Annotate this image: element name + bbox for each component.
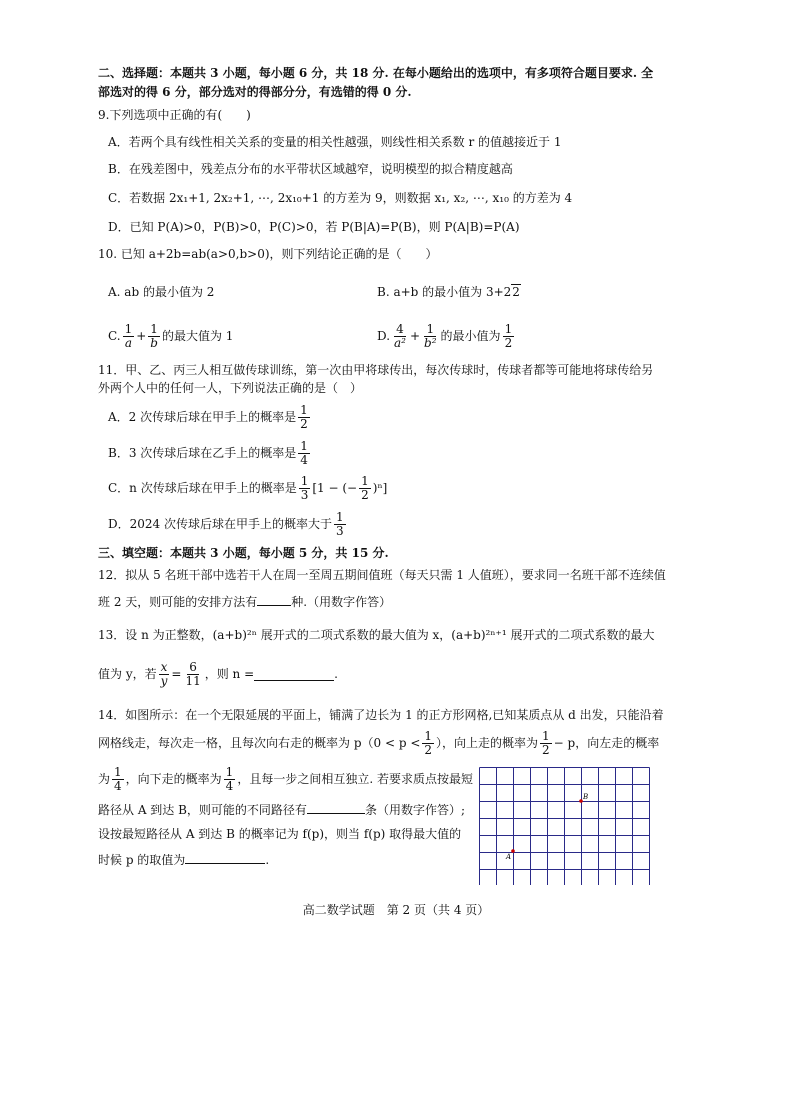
q9-option-a: A．若两个具有线性相关关系的变量的相关性越强，则线性相关系数 r 的值越接近于 1 xyxy=(108,135,562,149)
denominator: y xyxy=(160,673,168,688)
q14-line4 xyxy=(98,801,465,818)
numerator: x xyxy=(160,659,168,674)
q12-text: 班 2 天，则可能的安排方法有 xyxy=(98,595,258,609)
answer-blank[interactable] xyxy=(185,851,265,864)
q14-text-tail: − p，向左走的概率 xyxy=(553,736,660,750)
plus-sign: + xyxy=(136,329,147,343)
denominator: b² xyxy=(424,335,437,350)
numerator: 1 xyxy=(124,321,133,336)
label-b: B xyxy=(583,793,589,801)
section-2-header-line1: 二、选择题：本题共 3 小题，每小题 6 分，共 18 分. 在每小题给出的选项中，有多项符合题目要求. 全 xyxy=(98,66,654,80)
q14-line3 xyxy=(98,762,473,796)
q11-c-text: C．n 次传球后球在甲手上的概率是 xyxy=(108,481,297,495)
q14-text-tail: . xyxy=(265,853,270,867)
fraction xyxy=(540,730,552,757)
q10-c-text: 的最大值为 1 xyxy=(161,329,234,343)
fraction xyxy=(334,511,346,538)
q14-text-tail: ，且每一步之间相互独立. 若要求质点按最短 xyxy=(237,772,473,786)
fraction xyxy=(298,440,310,467)
numerator: 1 xyxy=(426,321,435,336)
plus-sign: + xyxy=(409,329,421,343)
fraction xyxy=(112,766,124,793)
fraction xyxy=(503,323,515,350)
fraction xyxy=(359,475,371,502)
answer-blank[interactable] xyxy=(307,801,365,814)
q14-text-mid: ，向下走的概率为 xyxy=(125,772,222,786)
q12-line1: 12．拟从 5 名班干部中选若干人在周一至周五期间值班（每天只需 1 人值班），要求同一名班干部不连续值 xyxy=(98,568,666,582)
numerator: 1 xyxy=(300,473,309,488)
q14-text: 时候 p 的取值为 xyxy=(98,853,186,867)
numerator: 1 xyxy=(361,473,369,488)
q11-stem-line1: 11．甲、乙、丙三人相互做传球训练，第一次由甲将球传出，每次传球时，传球者都等可能地将球传给另 xyxy=(98,363,654,377)
denominator: a xyxy=(124,335,132,350)
section-3-header: 三、填空题：本题共 3 小题，每小题 5 分，共 15 分. xyxy=(98,546,389,560)
q14-line5: 设按最短路径从 A 到达 B 的概率记为 f(p)，则当 f(p) 取得最大值的 xyxy=(98,827,462,841)
q10-d-label: D. xyxy=(377,329,391,343)
fraction xyxy=(299,475,311,502)
denominator: 2 xyxy=(361,487,369,502)
fraction xyxy=(392,323,408,350)
denominator: 4 xyxy=(225,778,234,793)
q11-option-c xyxy=(108,471,387,505)
fraction xyxy=(123,323,135,350)
q11-c-bracket: [1 − (− xyxy=(312,481,358,495)
q10-option-b xyxy=(377,284,521,300)
numerator: 1 xyxy=(300,402,308,417)
q11-option-d xyxy=(108,507,348,541)
q9-option-d: D．已知 P(A)>0，P(B)>0，P(C)>0，若 P(B|A)=P(B)，则 P(A|B)=P(A) xyxy=(108,220,520,234)
denominator: 4 xyxy=(114,778,122,793)
q13-text-mid: ，则 n = xyxy=(204,667,255,681)
denominator: b xyxy=(150,335,158,350)
fraction xyxy=(422,730,434,757)
denominator: 4 xyxy=(300,452,308,467)
numerator: 1 xyxy=(504,321,513,336)
q10-option-d xyxy=(377,318,516,354)
answer-blank[interactable] xyxy=(257,593,291,606)
numerator: 4 xyxy=(396,321,404,336)
q10-option-a: A. ab 的最小值为 2 xyxy=(108,285,215,299)
sqrt-radicand: 2 xyxy=(512,285,520,299)
fraction xyxy=(422,323,439,350)
q14-text: 网格线走，每次走一格，且每次向右走的概率为 p（0 < p < xyxy=(98,736,421,750)
denominator: 2 xyxy=(300,416,308,431)
q9-option-b: B．在残差图中，残差点分布的水平带状区域越窄，说明模型的拟合精度越高 xyxy=(108,162,513,176)
numerator: 1 xyxy=(335,509,344,524)
q11-c-bracket-close: )ⁿ] xyxy=(372,481,388,495)
point-a xyxy=(511,849,515,853)
numerator: 6 xyxy=(189,659,197,674)
fraction xyxy=(183,661,202,688)
q10-option-b-text: B. a+b 的最小值为 3+2 xyxy=(377,285,512,299)
denominator: a² xyxy=(394,335,406,350)
q11-a-text: A．2 次传球后球在甲手上的概率是 xyxy=(108,410,297,424)
fraction xyxy=(298,404,310,431)
numerator: 1 xyxy=(424,728,433,743)
numerator: 1 xyxy=(542,728,550,743)
numerator: 1 xyxy=(225,764,234,779)
q13-line2 xyxy=(98,656,338,692)
numerator: 1 xyxy=(150,321,158,336)
fraction xyxy=(148,323,160,350)
section-2-header-line2: 部选对的得 6 分，部分选对的得部分分，有选错的得 0 分. xyxy=(98,85,412,99)
answer-blank[interactable] xyxy=(254,668,334,681)
numerator: 1 xyxy=(114,764,122,779)
q10-stem: 10. 已知 a+2b=ab(a>0,b>0)，则下列结论正确的是（ ） xyxy=(98,247,438,261)
denominator: 2 xyxy=(542,742,550,757)
q14-line6 xyxy=(98,851,269,868)
q9-option-c: C．若数据 2x₁+1, 2x₂+1, ⋯, 2x₁₀+1 的方差为 9，则数据 x₁, x₂, ⋯, x₁₀ 的方差为 4 xyxy=(108,191,573,205)
q11-option-b xyxy=(108,436,312,470)
q12-text-tail: 种.（用数字作答） xyxy=(291,595,392,609)
q10-d-text: 的最小值为 xyxy=(440,329,501,343)
denominator: 3 xyxy=(300,487,309,502)
q13-text: 值为 y，若 xyxy=(98,667,157,681)
grid-lines xyxy=(480,768,650,886)
q14-text-mid: ），向上走的概率为 xyxy=(436,736,539,750)
q10-option-c xyxy=(108,318,233,354)
denominator: 2 xyxy=(504,335,513,350)
grid-figure xyxy=(479,767,651,885)
fraction xyxy=(224,766,236,793)
denominator: 2 xyxy=(424,742,433,757)
q11-d-text: D．2024 次传球后球在甲手上的概率大于 xyxy=(108,517,332,531)
denominator: 11 xyxy=(185,673,201,688)
q13-line1: 13．设 n 为正整数，(a+b)²ⁿ 展开式的二项式系数的最大值为 x，(a+b)²ⁿ⁺¹ 展开式的二项式系数的最大 xyxy=(98,628,655,642)
q9-stem: 9.下列选项中正确的有( ) xyxy=(98,108,251,122)
q14-line1: 14．如图所示：在一个无限延展的平面上，铺满了边长为 1 的正方形网格,已知某质点从 d 出发，只能沿着 xyxy=(98,708,664,722)
numerator: 1 xyxy=(300,438,308,453)
equals-sign: = xyxy=(171,667,182,681)
q14-text-tail: 条（用数字作答）; xyxy=(364,803,465,817)
q11-b-text: B．3 次传球后球在乙手上的概率是 xyxy=(108,446,297,460)
page-footer: 高二数学试题 第 2 页（共 4 页） xyxy=(302,903,490,917)
denominator: 3 xyxy=(335,523,344,538)
fraction xyxy=(159,661,170,688)
label-a: A xyxy=(506,853,512,861)
q11-option-a xyxy=(108,400,312,434)
q14-line2 xyxy=(98,726,659,760)
q14-text: 路径从 A 到达 B，则可能的不同路径有 xyxy=(98,803,307,817)
q10-c-label: C. xyxy=(108,329,121,343)
q14-text: 为 xyxy=(98,772,111,786)
q11-stem-line2: 外两个人中的任何一人，下列说法正确的是（ ） xyxy=(98,381,363,395)
q12-line2 xyxy=(98,593,391,610)
q13-text-tail: . xyxy=(334,667,338,681)
